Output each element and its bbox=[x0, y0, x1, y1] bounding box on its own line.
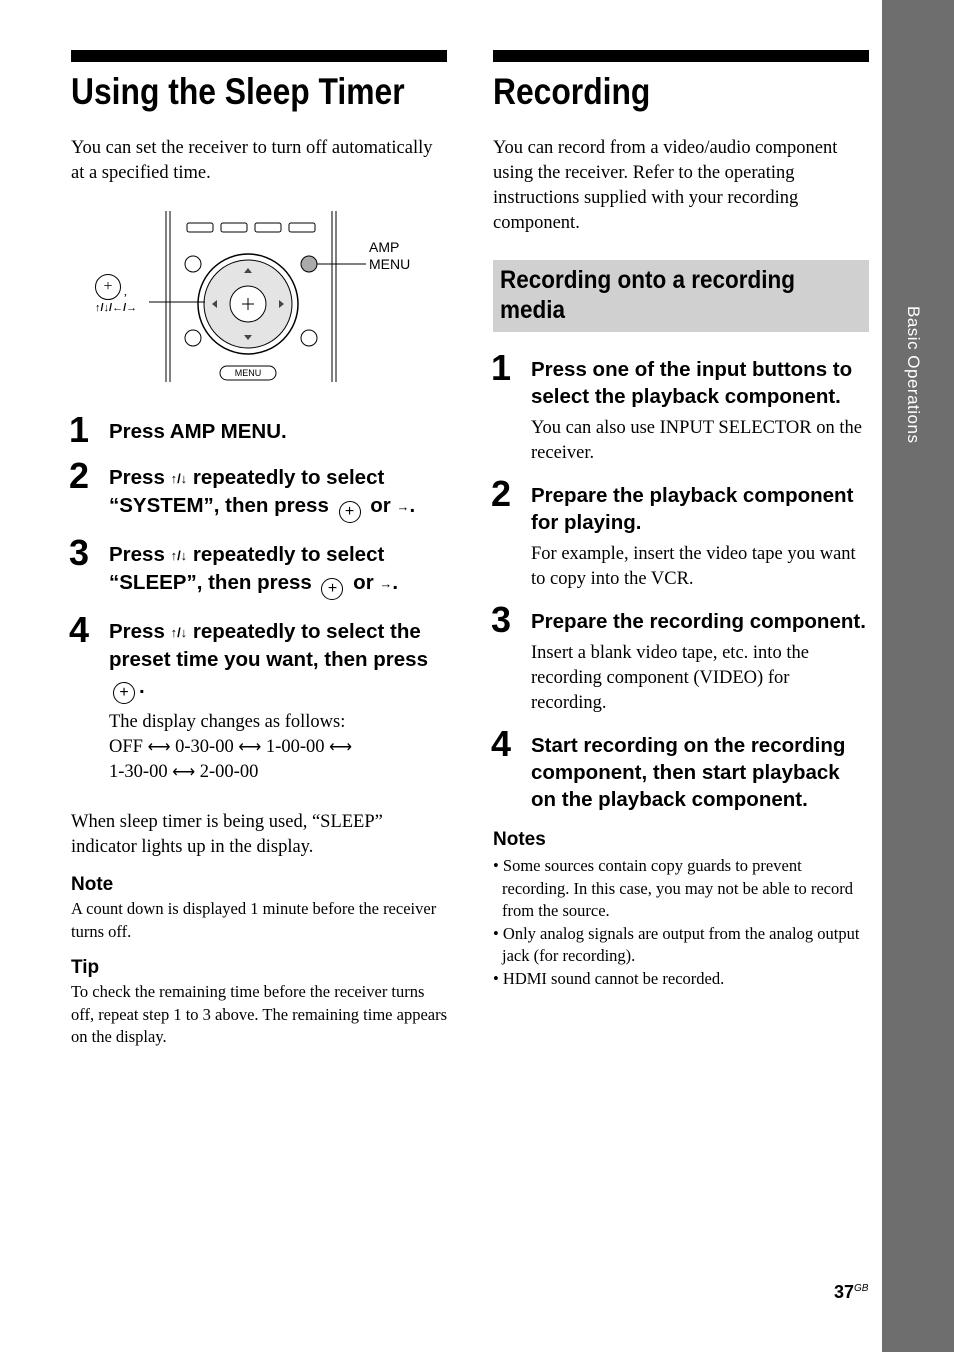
note-text: A count down is displayed 1 minute before the receiver turns off. bbox=[71, 899, 437, 941]
recording-step-4 bbox=[491, 723, 869, 813]
up-down-arrows-icon: ↑/↓ bbox=[170, 625, 188, 640]
list-item: • HDMI sound cannot be recorded. bbox=[493, 968, 725, 988]
step-title: Press one of the input buttons to select the playback component. bbox=[531, 358, 853, 408]
step-number: 2 bbox=[69, 455, 90, 496]
step-number: 4 bbox=[69, 609, 90, 650]
up-down-arrows-icon: ↑/↓ bbox=[170, 548, 188, 563]
page-title-recording: Recording bbox=[493, 71, 651, 112]
sleep-step-4 bbox=[69, 609, 447, 785]
recording-step-3 bbox=[491, 599, 869, 716]
enter-button-icon: + bbox=[95, 274, 121, 300]
display-sequence: OFF ⟷ 0-30-00 ⟷ 1-00-00 ⟷ 1-30-00 ⟷ 2-00-00 bbox=[109, 737, 353, 782]
sleep-indicator-text: When sleep timer is being used, “SLEEP” indicator lights up in the display. bbox=[71, 812, 383, 857]
list-item: • Only analog signals are output from the analog output jack (for recording). bbox=[493, 923, 860, 965]
remote-figure bbox=[71, 210, 447, 386]
right-arrow-icon: → bbox=[396, 499, 410, 514]
label-arrows: ↑/↓/←/→ bbox=[95, 302, 138, 314]
step-title: Press AMP MENU. bbox=[109, 420, 287, 443]
remote-diagram bbox=[71, 210, 447, 386]
label-comma: , bbox=[124, 284, 127, 298]
recording-steps bbox=[491, 347, 869, 813]
side-tab-label: Basic Operations bbox=[904, 306, 923, 444]
notes-list bbox=[493, 855, 869, 990]
step-body: For example, insert the video tape you want to copy into the VCR. bbox=[531, 544, 856, 589]
left-column bbox=[71, 50, 447, 1049]
up-down-arrows-icon: ↑/↓ bbox=[170, 471, 188, 486]
right-column bbox=[493, 50, 869, 990]
label-menu: MENU bbox=[369, 256, 411, 272]
step-body: You can also use INPUT SELECTOR on the receiver. bbox=[531, 418, 862, 463]
step-number: 4 bbox=[491, 723, 512, 764]
step-number: 1 bbox=[69, 409, 90, 450]
step-title: Press ↑/↓ repeatedly to select “SYSTEM”, then press + or →. bbox=[109, 464, 447, 523]
list-item: • Some sources contain copy guards to prevent recording. In this case, you may not be able to record from the source. bbox=[493, 856, 853, 920]
step-number: 1 bbox=[491, 347, 512, 388]
step-title: Start recording on the recording component, then start playback on the playback component. bbox=[531, 734, 846, 811]
recording-intro: You can record from a video/audio component using the receiver. Refer to the operating instructions supplied with your recording component. bbox=[493, 138, 838, 233]
recording-step-2 bbox=[491, 473, 869, 592]
enter-button-icon: + bbox=[113, 682, 135, 704]
step-body: Insert a blank video tape, etc. into the recording component (VIDEO) for recording. bbox=[531, 643, 809, 713]
section-subheading: Recording onto a recording media bbox=[493, 260, 869, 332]
sleep-step-2 bbox=[69, 455, 447, 523]
label-amp: AMP bbox=[369, 239, 400, 255]
notes-heading: Notes bbox=[493, 829, 546, 850]
step-number: 2 bbox=[491, 473, 512, 514]
side-tab bbox=[882, 0, 954, 1352]
step-title: Prepare the recording component. bbox=[531, 610, 866, 633]
button-menu-label: MENU bbox=[234, 368, 262, 378]
page-title-sleep-timer: Using the Sleep Timer bbox=[71, 71, 405, 112]
page-number: $37^{GB}$ bbox=[834, 1282, 869, 1302]
sleep-step-3 bbox=[69, 532, 447, 600]
step-number: 3 bbox=[491, 599, 512, 640]
enter-button-icon: + bbox=[339, 501, 361, 523]
heading-rule bbox=[71, 50, 447, 62]
step-body: The display changes as follows: bbox=[109, 712, 346, 732]
tip-text: To check the remaining time before the receiver turns off, repeat step 1 to 3 above. The remaining time appears on the display. bbox=[71, 982, 448, 1046]
step-title: Prepare the playback component for playing. bbox=[531, 484, 854, 534]
sleep-step-1 bbox=[69, 409, 447, 450]
note-heading: Note bbox=[71, 874, 114, 895]
step-title: Press ↑/↓ repeatedly to select “SLEEP”, then press + or →. bbox=[109, 541, 447, 600]
right-arrow-icon: → bbox=[379, 576, 393, 591]
step-title: Press ↑/↓ repeatedly to select the preset time you want, then press + . bbox=[109, 618, 447, 704]
step-number: 3 bbox=[69, 532, 90, 573]
enter-button-icon: + bbox=[321, 578, 343, 600]
sleep-intro: You can set the receiver to turn off automatically at a specified time. bbox=[71, 138, 433, 183]
heading-rule bbox=[493, 50, 869, 62]
recording-step-1 bbox=[491, 347, 869, 466]
tip-heading: Tip bbox=[71, 957, 100, 978]
sleep-steps bbox=[69, 409, 447, 785]
